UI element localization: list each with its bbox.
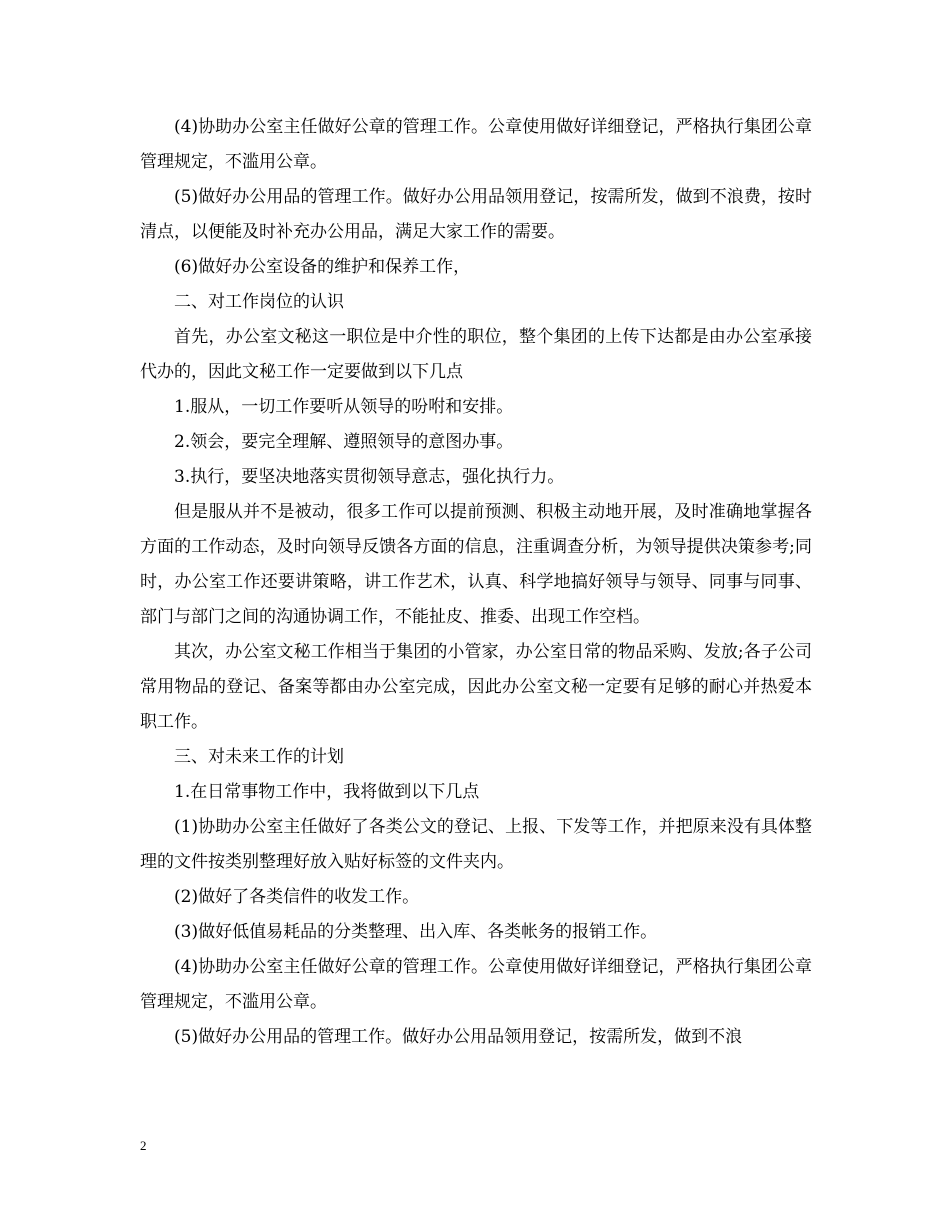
page-number: 2 — [140, 1138, 147, 1153]
list-item: (1)协助办公室主任做好了各类公文的登记、上报、下发等工作，并把原来没有具体整理的文件按类别整理好放入贴好标签的文件夹内。 — [140, 817, 812, 872]
paragraph: (6)做好办公室设备的维护和保养工作， — [174, 257, 471, 277]
list-item: 2.领会，要完全理解、遵照领导的意图办事。 — [174, 432, 514, 452]
list-item: (5)做好办公用品的管理工作。做好办公用品领用登记，按需所发，做到不浪 — [174, 1027, 743, 1047]
list-item: (4)协助办公室主任做好公章的管理工作。公章使用做好详细登记，严格执行集团公章管理规定，不滥用公章。 — [140, 957, 812, 1012]
section-heading: 三、对未来工作的计划 — [174, 747, 344, 767]
list-item: (3)做好低值易耗品的分类整理、出入库、各类帐务的报销工作。 — [174, 922, 658, 942]
list-item: (2)做好了各类信件的收发工作。 — [174, 887, 420, 907]
document-body — [140, 110, 812, 1055]
paragraph: 但是服从并不是被动，很多工作可以提前预测、积极主动地开展，及时准确地掌握各方面的工作动态，及时向领导反馈各方面的信息，注重调查分析，为领导提供决策参考;同时，办公室工作还要讲策略，讲工作艺术，认真、科学地搞好领导与领导、同事与同事、部门与部门之间的沟通协调工作，不能扯皮、推委、出现工作空档。 — [140, 502, 812, 627]
paragraph: (5)做好办公用品的管理工作。做好办公用品领用登记，按需所发，做到不浪费，按时清点，以便能及时补充办公用品，满足大家工作的需要。 — [140, 187, 812, 242]
list-item: 3.执行，要坚决地落实贯彻领导意志，强化执行力。 — [174, 467, 565, 487]
list-item: 1.服从，一切工作要听从领导的吩咐和安排。 — [174, 397, 514, 417]
paragraph: (4)协助办公室主任做好公章的管理工作。公章使用做好详细登记，严格执行集团公章管理规定，不滥用公章。 — [140, 117, 812, 172]
section-heading: 二、对工作岗位的认识 — [174, 292, 344, 312]
list-item: 1.在日常事物工作中，我将做到以下几点 — [174, 782, 480, 802]
paragraph: 其次，办公室文秘工作相当于集团的小管家，办公室日常的物品采购、发放;各子公司常用物品的登记、备案等都由办公室完成，因此办公室文秘一定要有足够的耐心并热爱本职工作。 — [140, 642, 812, 732]
paragraph: 首先，办公室文秘这一职位是中介性的职位，整个集团的上传下达都是由办公室承接代办的，因此文秘工作一定要做到以下几点 — [140, 327, 812, 382]
